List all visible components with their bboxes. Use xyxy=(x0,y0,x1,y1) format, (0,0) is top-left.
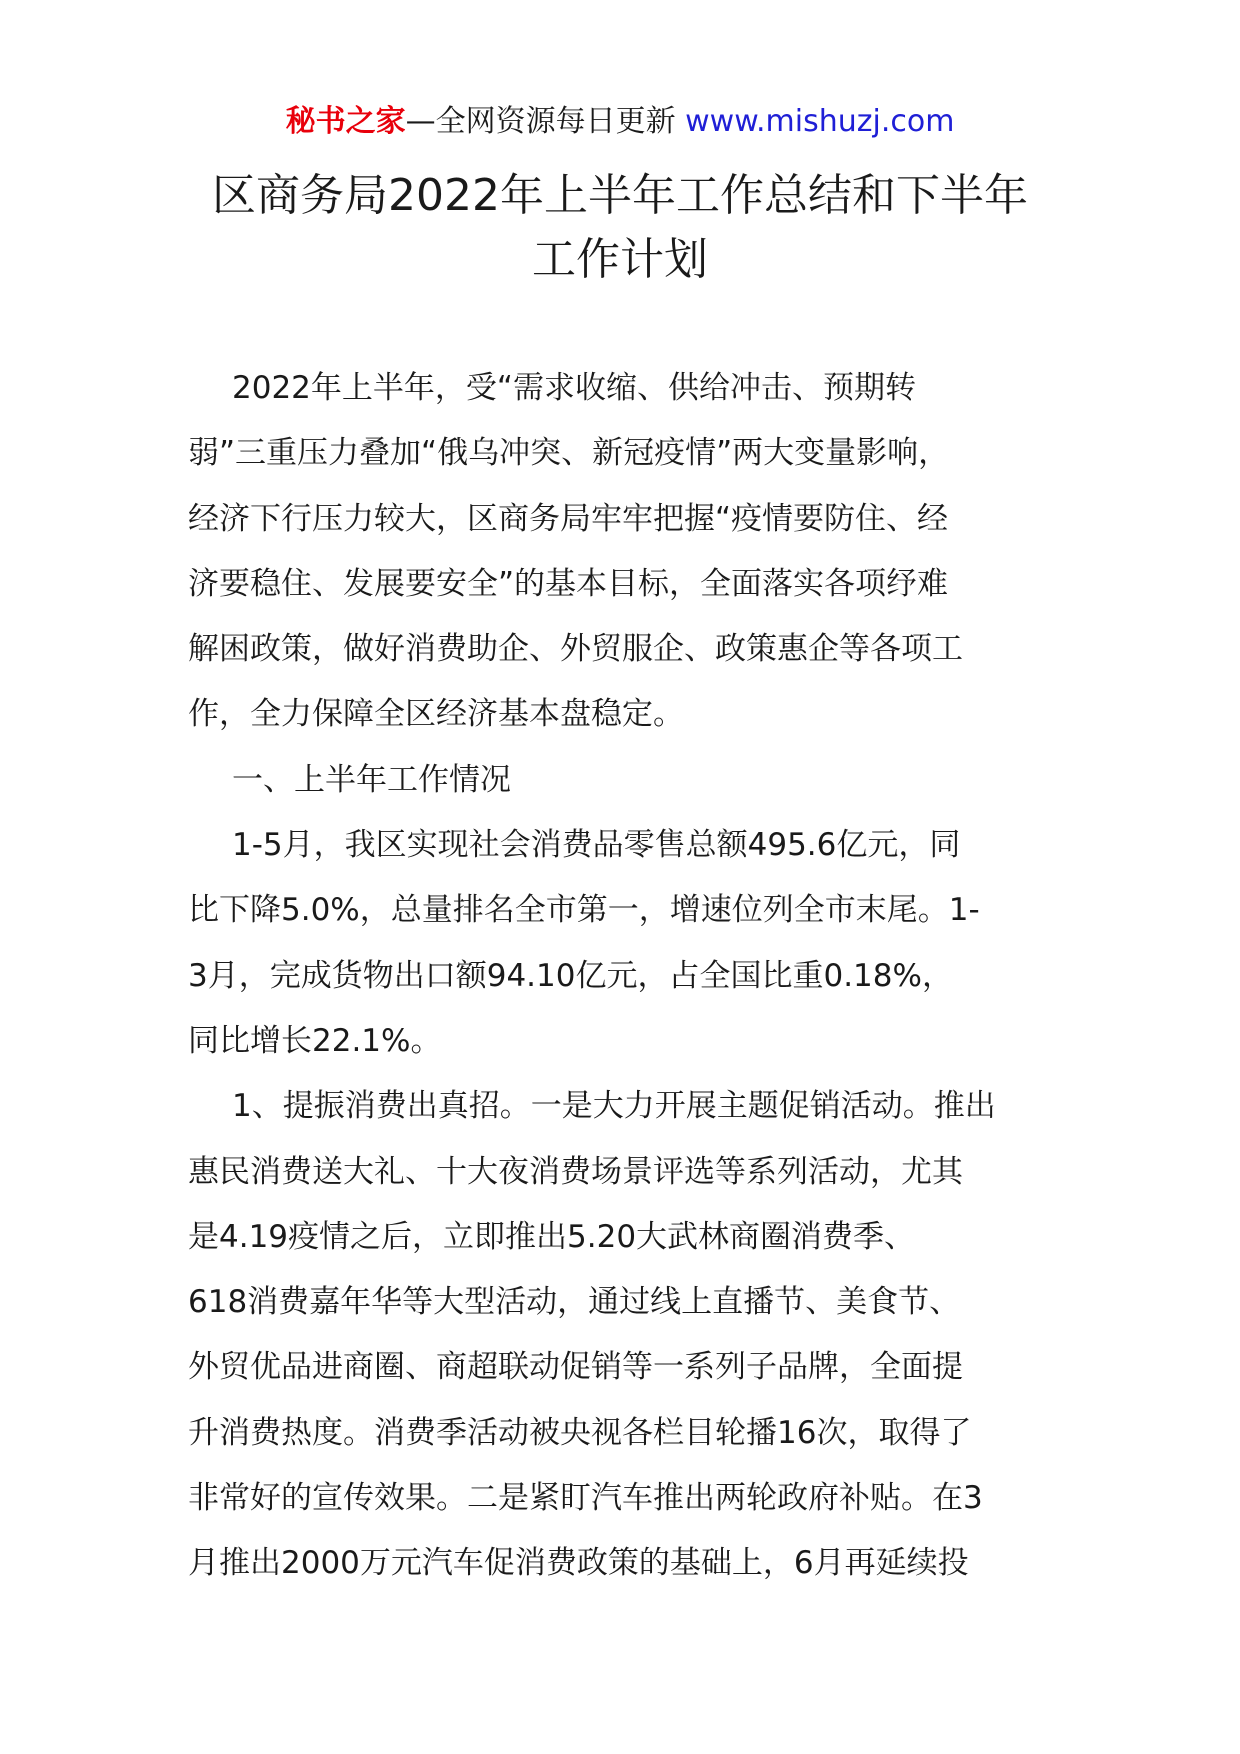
paragraph-line: 是4.19疫情之后，立即推出5.20大武林商圈消费季、 xyxy=(188,1218,916,1255)
paragraph-line: 济要稳住、发展要安全”的基本目标，全面落实各项纾难 xyxy=(188,565,949,602)
site-url-link[interactable]: www.mishuzj.com xyxy=(685,104,955,139)
paragraph-line: 1、提振消费出真招。一是大力开展主题促销活动。推出 xyxy=(232,1088,996,1125)
section-heading: 一、上半年工作情况 xyxy=(232,761,511,798)
paragraph-line: 1-5月，我区实现社会消费品零售总额495.6亿元，同 xyxy=(232,827,961,864)
paragraph-line: 经济下行压力较大，区商务局牢牢把握“疫情要防住、经 xyxy=(188,500,949,537)
paragraph-line: 比下降5.0%，总量排名全市第一，增速位列全市末尾。1- xyxy=(188,892,980,929)
paragraph-line: 同比增长22.1%。 xyxy=(188,1022,442,1059)
paragraph-line: 惠民消费送大礼、十大夜消费场景评选等系列活动，尤其 xyxy=(188,1153,963,1190)
brand-name: 秘书之家 xyxy=(285,104,406,139)
paragraph-line: 弱”三重压力叠加“俄乌冲突、新冠疫情”两大变量影响， xyxy=(188,435,950,472)
title-line-1: 区商务局2022年上半年工作总结和下半年 xyxy=(212,170,1028,221)
paragraph-line: 2022年上半年，受“需求收缩、供给冲击、预期转 xyxy=(232,370,916,406)
paragraph-line: 月推出2000万元汽车促消费政策的基础上，6月再延续投 xyxy=(188,1545,969,1582)
paragraph-line: 升消费热度。消费季活动被央视各栏目轮播16次，取得了 xyxy=(188,1414,972,1451)
site-header xyxy=(0,100,1240,144)
document-body xyxy=(188,356,1068,1597)
header-tagline: —全网资源每日更新 xyxy=(405,104,686,139)
paragraph-line: 外贸优品进商圈、商超联动促销等一系列子品牌，全面提 xyxy=(188,1349,963,1386)
paragraph-line: 3月，完成货物出口额94.10亿元，占全国比重0.18%， xyxy=(188,957,953,994)
paragraph-line: 作，全力保障全区经济基本盘稳定。 xyxy=(188,696,684,733)
paragraph-line: 非常好的宣传效果。二是紧盯汽车推出两轮政府补贴。在3 xyxy=(188,1480,983,1517)
title-line-2: 工作计划 xyxy=(532,234,708,285)
document-title xyxy=(0,164,1240,292)
paragraph-line: 解困政策，做好消费助企、外贸服企、政策惠企等各项工 xyxy=(188,631,963,668)
paragraph-line: 618消费嘉年华等大型活动，通过线上直播节、美食节、 xyxy=(188,1284,961,1321)
